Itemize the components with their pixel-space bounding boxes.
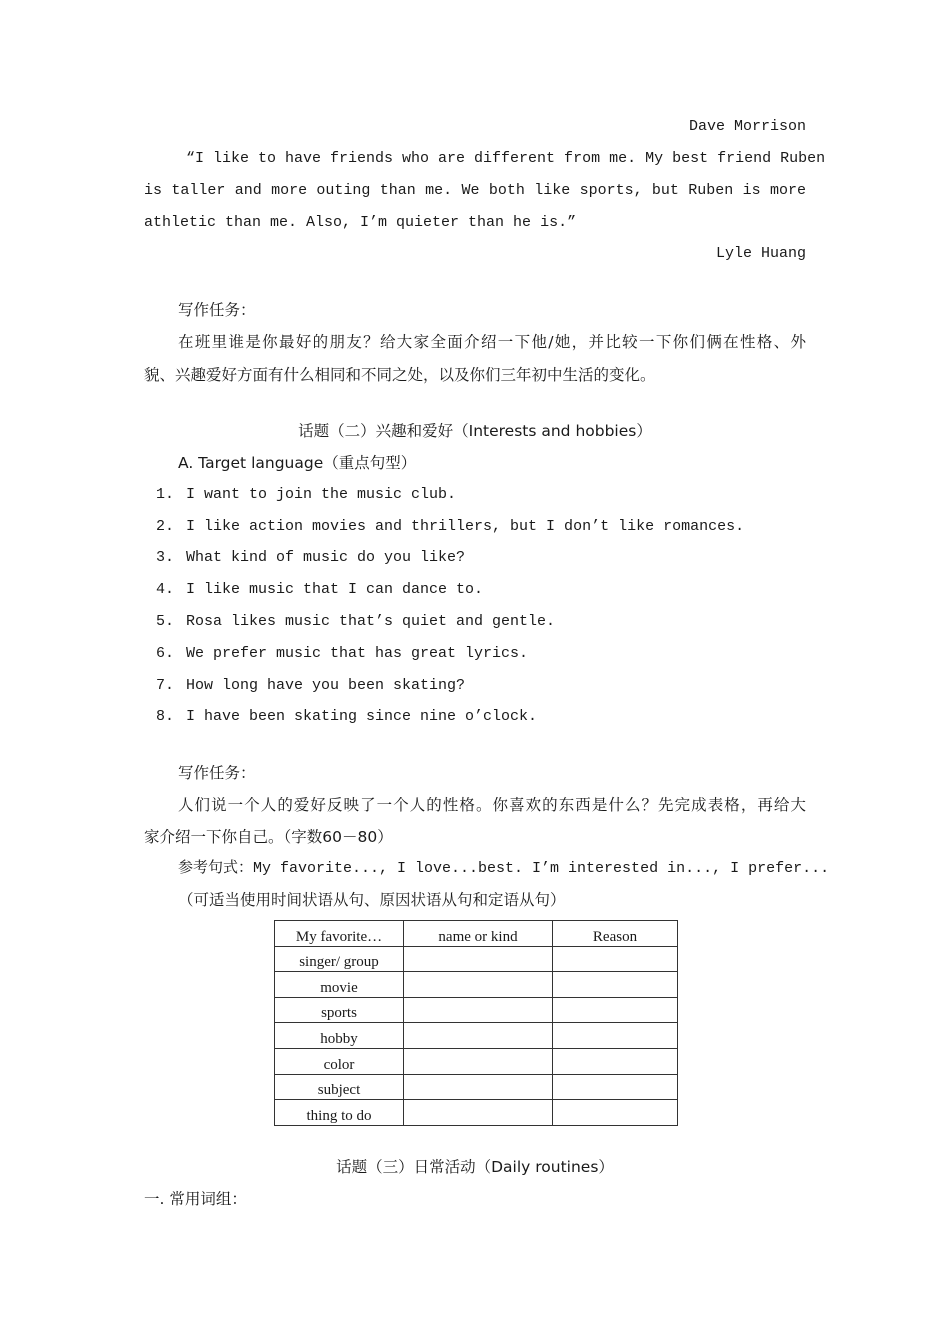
writing-task-label-1: 写作任务： <box>178 301 256 319</box>
item-number: 4. <box>155 581 174 598</box>
table-row-label: hobby <box>275 1023 404 1049</box>
quote-line-3: athletic than me. Also, I’m quieter than he is.” <box>144 214 577 231</box>
table-row <box>275 1048 678 1074</box>
table-cell-name[interactable] <box>404 1074 553 1100</box>
quote-line-1: “I like to have friends who are different from me. My best friend Ruben <box>186 150 826 167</box>
table-cell-reason[interactable] <box>553 997 678 1023</box>
reference-sentences: 参考句式：My favorite..., I love...best. I’m interested in..., I prefer... <box>178 860 830 877</box>
table-header-reason: Reason <box>553 921 678 947</box>
table-row <box>275 1100 678 1126</box>
common-phrases-heading: 一. 常用词组： <box>144 1190 247 1208</box>
table-cell-name[interactable] <box>404 946 553 972</box>
table-header-favorite: My favorite… <box>275 921 404 947</box>
item-text: I like music that I can dance to. <box>186 581 484 598</box>
item-number: 8. <box>155 708 174 725</box>
table-cell-reason[interactable] <box>553 1100 678 1126</box>
table-row-label: movie <box>275 972 404 998</box>
reference-note: （可适当使用时间状语从句、原因状语从句和定语从句） <box>178 891 566 909</box>
table-cell-name[interactable] <box>404 1023 553 1049</box>
topic3-title: 话题（三）日常活动（Daily routines） <box>336 1158 614 1176</box>
table-header-row <box>275 921 678 947</box>
item-number: 7. <box>155 677 174 694</box>
table-cell-reason[interactable] <box>553 972 678 998</box>
signature-lyle: Lyle Huang <box>715 245 806 262</box>
quote-line-2: is taller and more outing than me. We both like sports, but Ruben is more <box>144 182 806 199</box>
item-number: 3. <box>155 549 174 566</box>
table-cell-name[interactable] <box>404 997 553 1023</box>
item-number: 5. <box>155 613 174 630</box>
table-row-label: sports <box>275 997 404 1023</box>
table-header-name-or-kind: name or kind <box>404 921 553 947</box>
target-language-heading: A. Target language（重点句型） <box>178 454 417 472</box>
item-text: We prefer music that has great lyrics. <box>186 645 529 662</box>
table-row <box>275 946 678 972</box>
writing-task-2-line-2: 家介绍一下你自己。（字数60－80） <box>144 828 393 846</box>
item-text: How long have you been skating? <box>186 677 466 694</box>
table-cell-reason[interactable] <box>553 1023 678 1049</box>
table-row-label: color <box>275 1048 404 1074</box>
table-cell-reason[interactable] <box>553 946 678 972</box>
table-row-label: thing to do <box>275 1100 404 1126</box>
table-cell-reason[interactable] <box>553 1074 678 1100</box>
favorites-table <box>274 920 678 1126</box>
table-row <box>275 1023 678 1049</box>
table-row-label: singer/ group <box>275 946 404 972</box>
writing-task-1-line-2: 貌、兴趣爱好方面有什么相同和不同之处，以及你们三年初中生活的变化。 <box>144 366 656 384</box>
table-row <box>275 972 678 998</box>
writing-task-1-line-1: 在班里谁是你最好的朋友？给大家全面介绍一下他/她，并比较一下你们俩在性格、外 <box>178 333 806 351</box>
table-row-label: subject <box>275 1074 404 1100</box>
item-text: What kind of music do you like? <box>186 549 466 566</box>
item-text: Rosa likes music that’s quiet and gentle. <box>186 613 556 630</box>
table-cell-name[interactable] <box>404 972 553 998</box>
item-number: 6. <box>155 645 174 662</box>
table-row <box>275 1074 678 1100</box>
item-number: 2. <box>155 518 174 535</box>
table-cell-name[interactable] <box>404 1100 553 1126</box>
table-row <box>275 997 678 1023</box>
signature-dave: Dave Morrison <box>688 118 806 135</box>
topic2-title: 话题（二）兴趣和爱好（Interests and hobbies） <box>298 422 652 440</box>
table-cell-name[interactable] <box>404 1048 553 1074</box>
table-cell-reason[interactable] <box>553 1048 678 1074</box>
item-text: I have been skating since nine o’clock. <box>186 708 538 725</box>
item-number: 1. <box>155 486 174 503</box>
item-text: I like action movies and thrillers, but I don’t like romances. <box>186 518 745 535</box>
writing-task-label-2: 写作任务： <box>178 764 256 782</box>
writing-task-2-line-1: 人们说一个人的爱好反映了一个人的性格。你喜欢的东西是什么？先完成表格，再给大 <box>178 796 806 814</box>
item-text: I want to join the music club. <box>186 486 457 503</box>
